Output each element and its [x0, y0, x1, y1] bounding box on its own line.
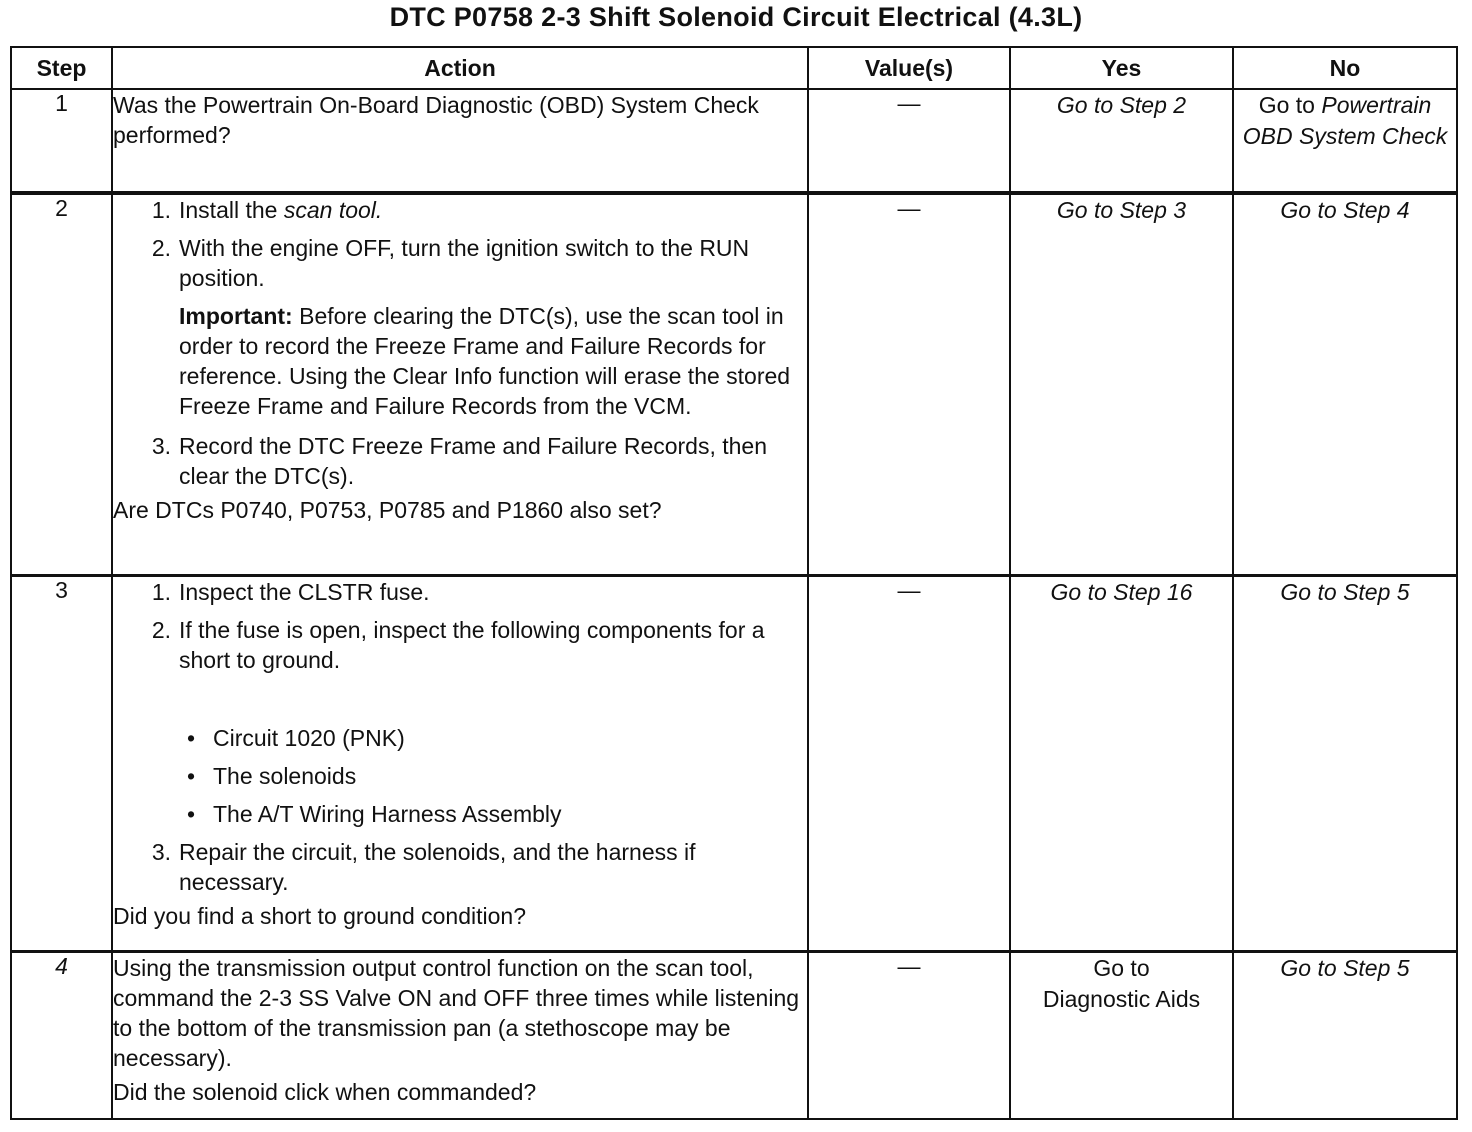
value-cell: —: [808, 951, 1010, 1119]
bullet-icon: •: [187, 800, 196, 827]
procedure-item: [113, 615, 807, 675]
no-cell: [1233, 89, 1457, 193]
important-note: [113, 301, 807, 421]
procedure-item: [113, 431, 807, 491]
yes-cell: [1010, 575, 1233, 951]
header-step: Step: [11, 47, 112, 89]
no-prefix: Go to: [1258, 92, 1315, 118]
list-item-text: Circuit 1020 (PNK): [213, 724, 405, 751]
list-item: [113, 723, 807, 753]
no-target: Powertrain OBD System Check: [1242, 92, 1448, 149]
step-number: 3: [11, 575, 112, 951]
page-title: DTC P0758 2-3 Shift Solenoid Circuit Electrical (4.3L): [389, 2, 1083, 32]
header-yes: Yes: [1010, 47, 1233, 89]
table-row: [11, 89, 1457, 193]
bullet-icon: •: [187, 762, 196, 789]
component-list: [113, 723, 807, 829]
step-number: 2: [11, 193, 112, 575]
yes-cell: [1010, 951, 1233, 1119]
step-number-text: 4: [55, 952, 68, 979]
procedure-item: [113, 577, 807, 607]
important-label: Important:: [179, 303, 293, 329]
yes-link[interactable]: Go to Step 16: [1050, 578, 1193, 605]
list-item: [113, 761, 807, 791]
bullet-icon: •: [187, 724, 196, 751]
item-text: Repair the circuit, the solenoids, and the harness if necessary.: [179, 838, 696, 895]
action-text: Was the Powertrain On-Board Diagnostic (OBD) System Check performed?: [113, 92, 759, 148]
value-cell: —: [808, 89, 1010, 193]
header-row: [11, 47, 1457, 89]
no-link[interactable]: Go to Step 5: [1280, 578, 1410, 605]
item-number: 2.: [151, 235, 171, 261]
yes-cell: [1010, 193, 1233, 575]
item-number: 3.: [151, 838, 171, 865]
no-link[interactable]: [1243, 92, 1448, 149]
yes-line-2: Diagnostic Aids: [1042, 985, 1201, 1012]
no-cell: [1233, 575, 1457, 951]
diagnostic-table: [10, 46, 1458, 1120]
procedure-list: [113, 837, 807, 897]
action-cell: [112, 575, 808, 951]
list-item-text: The solenoids: [213, 762, 357, 789]
action-cell: [112, 951, 808, 1119]
table-row: [11, 951, 1457, 1119]
action-question: Did the solenoid click when commanded?: [113, 1078, 537, 1105]
no-cell: [1233, 951, 1457, 1119]
no-link[interactable]: Go to Step 5: [1280, 954, 1410, 981]
item-text: Inspect the CLSTR fuse.: [179, 578, 430, 605]
header-action: Action: [112, 47, 808, 89]
action-text: Using the transmission output control function on the scan tool, command the 2-3 SS Valve ON and OFF three times while listening to the bottom of the transmission pan (a stethoscope may be necessary).: [113, 954, 800, 1071]
no-cell: [1233, 193, 1457, 575]
action-cell: [112, 193, 808, 575]
important-text: Before clearing the DTC(s), use the scan tool in order to record the Freeze Frame and Failure Records for reference. Using the Clear Info function will erase the stored Freeze Frame and Failure Records from the VCM.: [179, 303, 791, 419]
no-link[interactable]: Go to Step 4: [1280, 197, 1410, 223]
table-row: [11, 193, 1457, 575]
procedure-list: [113, 431, 807, 491]
item-number: 2.: [151, 616, 171, 643]
procedure-item: [113, 195, 807, 225]
yes-link[interactable]: Go to Step 3: [1056, 197, 1187, 223]
table-row: [11, 575, 1457, 951]
step-number: 1: [11, 89, 112, 193]
item-text: Install the: [179, 197, 278, 223]
step-number: [11, 951, 112, 1119]
procedure-list: [113, 195, 807, 293]
item-number: 1.: [151, 197, 171, 223]
item-number: 3.: [151, 433, 171, 459]
list-item-text: The A/T Wiring Harness Assembly: [213, 800, 562, 827]
value-cell: —: [808, 193, 1010, 575]
yes-link[interactable]: Go to Step 2: [1056, 92, 1187, 118]
procedure-item: [113, 837, 807, 897]
item-number: 1.: [151, 578, 171, 605]
item-text: With the engine OFF, turn the ignition switch to the RUN position.: [179, 235, 750, 291]
procedure-list: [113, 577, 807, 675]
header-no: No: [1233, 47, 1457, 89]
action-question: Did you find a short to ground condition?: [113, 902, 526, 929]
item-text: Record the DTC Freeze Frame and Failure Records, then clear the DTC(s).: [179, 433, 768, 489]
item-text: If the fuse is open, inspect the following components for a short to ground.: [179, 616, 765, 673]
item-emphasis: scan tool.: [283, 197, 383, 223]
header-values: Value(s): [808, 47, 1010, 89]
action-question: Are DTCs P0740, P0753, P0785 and P1860 also set?: [113, 497, 662, 523]
procedure-item: [113, 233, 807, 293]
yes-line-1: Go to: [1093, 954, 1150, 981]
list-item: [113, 799, 807, 829]
value-cell: —: [808, 575, 1010, 951]
yes-link[interactable]: [1043, 955, 1200, 1012]
action-cell: [112, 89, 808, 193]
yes-cell: [1010, 89, 1233, 193]
